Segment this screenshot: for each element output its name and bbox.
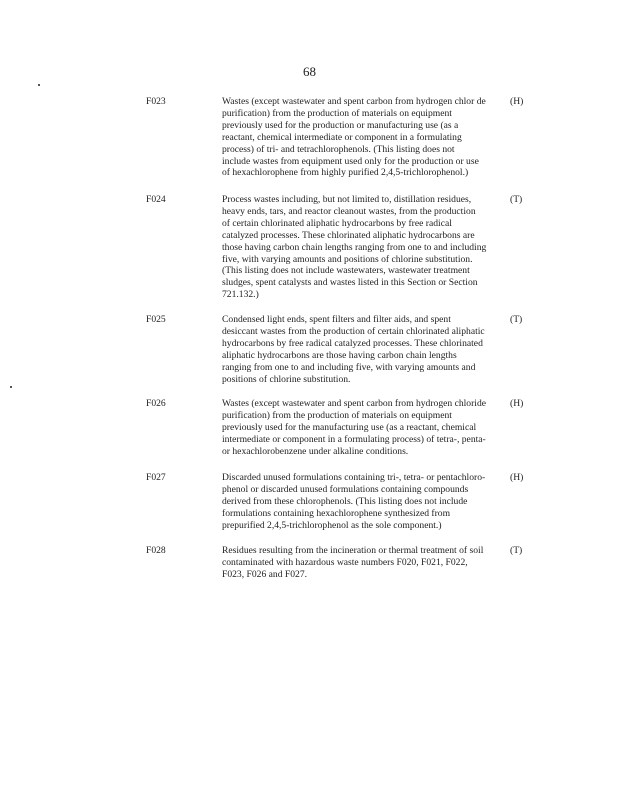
description-line: derived from these chlorophenols. (This listing does not include <box>222 495 468 507</box>
waste-description <box>222 472 504 532</box>
hazard-code: (H) <box>510 472 524 483</box>
waste-code: F027 <box>146 472 166 483</box>
description-line: purification) from the production of materials on equipment <box>222 107 452 119</box>
description-line: catalyzed processes. These chlorinated aliphatic hydrocarbons are <box>222 229 475 241</box>
description-line: purification) from the production of materials on equipment <box>222 409 452 421</box>
description-line: five, with varying amounts and positions of chlorine substitution. <box>222 253 473 265</box>
scan-speck <box>10 386 12 388</box>
description-line: (This listing does not include wastewaters, wastewater treatment <box>222 265 470 277</box>
waste-code: F023 <box>146 96 166 107</box>
description-line: those having carbon chain lengths ranging from one to and including <box>222 241 487 253</box>
description-line: reactant, chemical intermediate or component in a formulating <box>222 131 462 143</box>
page-number: 68 <box>303 64 316 79</box>
description-line: positions of chlorine substitution. <box>222 373 351 385</box>
hazard-code: (T) <box>510 314 523 325</box>
description-line: Wastes (except wastewater and spent carbon from hydrogen chlor de <box>222 96 486 107</box>
description-line: of hexachlorophene from highly purified 2,4,5-trichlorophenol.) <box>222 167 469 179</box>
description-line: desiccant wastes from the production of certain chlorinated aliphatic <box>222 325 485 337</box>
description-line: or hexachlorobenzene under alkaline conditions. <box>222 445 409 457</box>
description-line: of certain chlorinated aliphatic hydrocarbons by free radical <box>222 217 452 229</box>
description-line: Discarded unused formulations containing tri-, tetra- or pentachloro- <box>222 472 486 483</box>
waste-code: F024 <box>146 194 166 205</box>
description-line: Condensed light ends, spent filters and filter aids, and spent <box>222 314 451 325</box>
hazard-code: (T) <box>510 194 523 205</box>
description-line: formulations containing hexachlorophene synthesized from <box>222 507 451 519</box>
hazard-code: (H) <box>510 96 524 107</box>
waste-description <box>222 314 504 385</box>
waste-code: F028 <box>146 545 166 556</box>
waste-description <box>222 96 504 179</box>
hazard-code: (H) <box>510 398 524 409</box>
description-line: include wastes from equipment used only for the production or use <box>222 155 479 167</box>
description-line: ranging from one to and including five, with varying amounts and <box>222 361 476 373</box>
description-line: Residues resulting from the incineration or thermal treatment of soil <box>222 545 484 556</box>
description-line: aliphatic hydrocarbons are those having carbon chain lengths <box>222 349 457 361</box>
waste-description <box>222 194 504 301</box>
waste-description <box>222 398 504 458</box>
description-line: Process wastes including, but not limited to, distillation residues, <box>222 194 472 205</box>
description-line: contaminated with hazardous waste numbers F020, F021, F022, <box>222 556 468 568</box>
description-line: previously used for the production or manufacturing use (as a <box>222 119 459 131</box>
scan-speck <box>38 84 40 86</box>
description-line: heavy ends, tars, and reactor cleanout wastes, from the production <box>222 205 476 217</box>
waste-description <box>222 545 504 581</box>
description-line: process) of tri- and tetrachlorophenols. (This listing does not <box>222 143 455 155</box>
description-line: hydrocarbons by free radical catalyzed processes. These chlorinated <box>222 337 483 349</box>
description-line: intermediate or component in a formulating process) of tetra-, penta- <box>222 433 486 445</box>
description-line: prepurified 2,4,5-trichlorophenol as the sole component.) <box>222 519 442 531</box>
description-line: previously used for the manufacturing use (as a reactant, chemical <box>222 421 477 433</box>
description-line: 721.132.) <box>222 289 259 301</box>
description-line: sludges, spent catalysts and wastes listed in this Section or Section <box>222 277 478 289</box>
description-line: Wastes (except wastewater and spent carbon from hydrogen chloride <box>222 398 487 409</box>
hazard-code: (T) <box>510 545 523 556</box>
description-line: phenol or discarded unused formulations containing compounds <box>222 483 469 495</box>
waste-code: F026 <box>146 398 166 409</box>
description-line: F023, F026 and F027. <box>222 568 308 580</box>
waste-code: F025 <box>146 314 166 325</box>
